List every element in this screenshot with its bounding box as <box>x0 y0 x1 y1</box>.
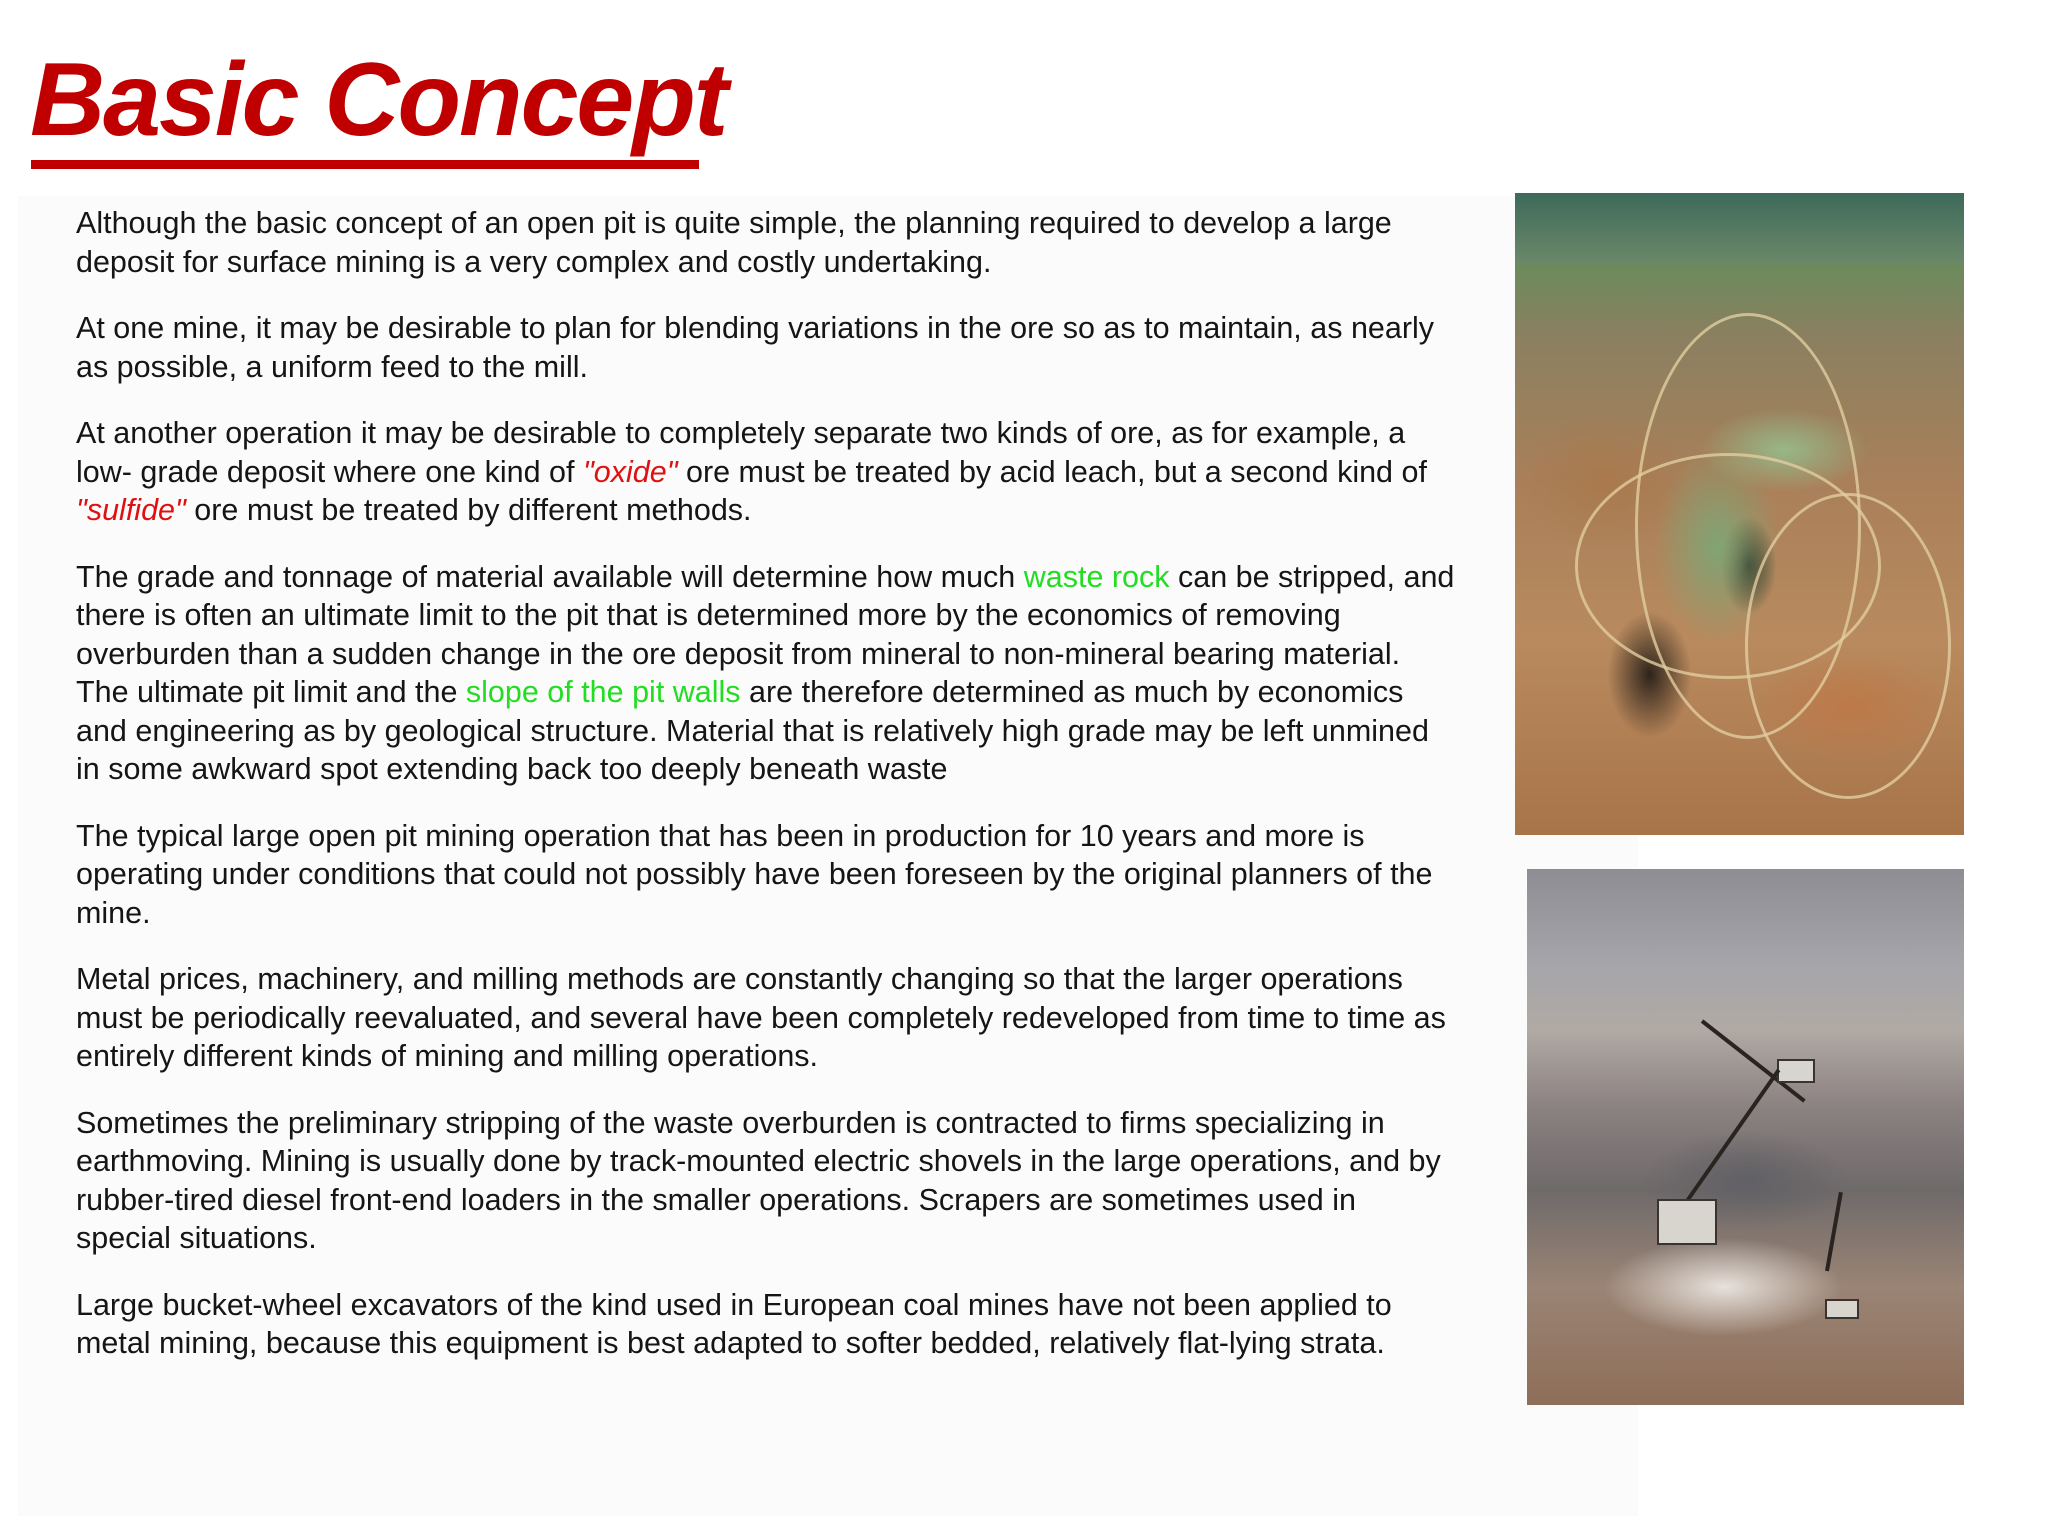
dragline-boom <box>1685 1069 1780 1202</box>
sulfide-highlight: "sulfide" <box>76 493 186 527</box>
dragline-machine <box>1657 1199 1717 1245</box>
paragraph-5: The typical large open pit mining operation that has been in production for 10 years and more is operating under conditions that could not possibly have been foreseen by the original planners of the mine. <box>76 818 1433 930</box>
paragraph-4-text-c: are therefore determined as much by economics and engineering as by geological structure. Material that is relatively high grade may be left unmined in some awkward spot extending back too deeply beneath waste <box>76 675 1429 786</box>
open-pit-aerial-photo <box>1515 193 1964 835</box>
paragraph-3-text-b: ore must be treated by acid leach, but a second kind of <box>677 454 1427 489</box>
paragraph-3-text-c: ore must be treated by different methods. <box>185 493 752 527</box>
page-title: Basic Concept <box>30 42 727 158</box>
oxide-highlight: "oxide" <box>582 454 678 489</box>
waste-rock-highlight: waste rock <box>1023 559 1170 594</box>
paragraph-8: Large bucket-wheel excavators of the kind used in European coal mines have not been applied to metal mining, because this equipment is best adapted to softer bedded, relatively flat-lying strata. <box>76 1287 1392 1360</box>
dragline-machine <box>1777 1059 1815 1083</box>
paragraph-6: Metal prices, machinery, and milling methods are constantly changing so that the larger operations must be periodically reevaluated, and several have been completely redeveloped from time to time as entirely different kinds of mining and milling operations. <box>76 962 1446 1073</box>
paragraph-1: Although the basic concept of an open pit is quite simple, the planning required to develop a large deposit for surface mining is a very complex and costly undertaking. <box>76 206 1392 279</box>
paragraph-4-text-b: can be stripped, and there is often an ultimate limit to the pit that is determined more by the economics of removing overburden than a sudden change in the ore deposit from mineral to non-mineral bearing material. The ultimate pit limit and the <box>76 559 1455 709</box>
slope-highlight: slope of the pit walls <box>465 675 741 709</box>
paragraph-4-text-a: The grade and tonnage of material available will determine how much <box>76 559 1024 594</box>
paragraph-3-text-a: At another operation it may be desirable to completely separate two kinds of ore, as for example, a low- grade deposit where one kind of <box>76 416 1406 489</box>
paragraph-2: At one mine, it may be desirable to plan for blending variations in the ore so as to maintain, as nearly as possible, a uniform feed to the mill. <box>76 311 1435 384</box>
title-underline <box>31 160 699 169</box>
body-text <box>76 204 1456 1391</box>
drill-mast <box>1825 1192 1843 1271</box>
haul-road <box>1745 493 1951 799</box>
photo-horizon <box>1515 193 1964 263</box>
paragraph-3 <box>76 414 1456 530</box>
dragline-photo <box>1527 869 1964 1405</box>
paragraph-7: Sometimes the preliminary stripping of the waste overburden is contracted to firms specializing in earthmoving. Mining is usually done by track-mounted electric shovels in the large operations, and by rubber-tired diesel front-end loaders in the smaller operations. Scrapers are sometimes used in special situations. <box>76 1105 1441 1255</box>
drill-rig <box>1825 1299 1859 1319</box>
paragraph-4 <box>76 558 1456 789</box>
